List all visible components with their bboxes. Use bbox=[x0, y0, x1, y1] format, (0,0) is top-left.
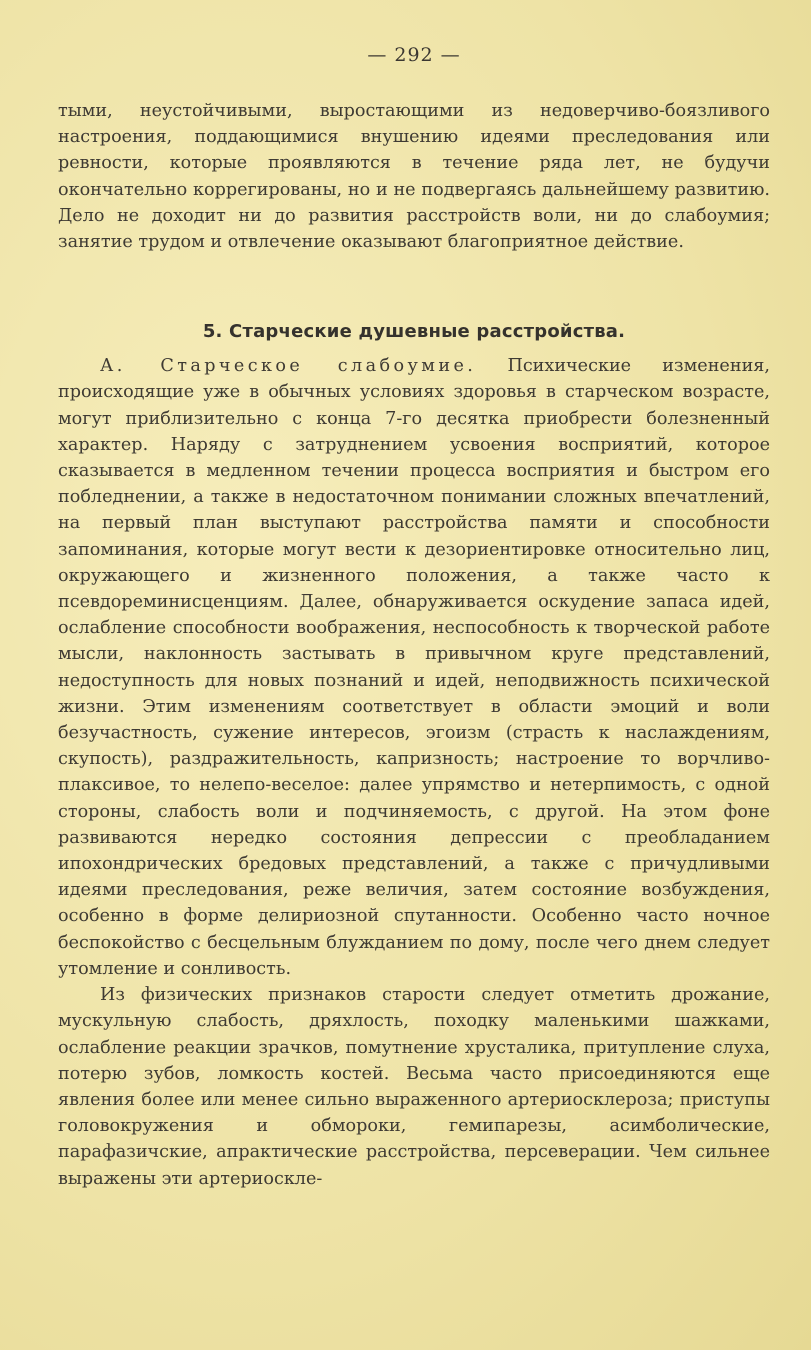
paragraph-continuation: тыми, неустойчивыми, выростающими из недоверчиво-боязливого настроения, поддающимися внушению идеями преследования или ревности, которые проявляются в течение ряда лет, не будучи окончательно коррегированы, но и не подвергаясь дальнейшему развитию. Дело не доходит ни до развития расстройств воли, ни до слабоумия; занятие трудом и отвлечение оказывают благоприятное действие. bbox=[58, 101, 770, 253]
paragraph-physical-signs: Из физических признаков старости следует отметить дрожание, мускульную слабость, дряхлость, походку маленькими шажками, ослабление реакции зрачков, помутнение хрусталика, притупление слуха, потерю зубов, ломкость костей. Весьма часто присоединяются еще явления более или менее сильно выраженного артериосклероза; приступы головокружения и обмороки, гемипарезы, асимболические, парафазичские, апрактические расстройства, персеверации. Чем сильнее выражены эти артериоскле- bbox=[58, 985, 770, 1189]
subsection-lead: А. Старческое слабоумие. bbox=[100, 356, 477, 377]
paragraph-senile-dementia bbox=[58, 353, 770, 982]
document-page bbox=[58, 40, 770, 1192]
paragraph-senile-dementia-text: Психические изменения, происходящие уже в обычных условиях здоровья в старческом возрасте, могут приблизительно с конца 7-го десятка приобрести болезненный характер. Наряду с затруднением усвоения восприятий, которое сказывается в медленном течении процесса восприятия и быстром его побледнении, а также в недостаточном понимании сложных впечатлений, на первый план выступают расстройства памяти и способности запоминания, которые могут вести к дезориентировке относительно лиц, окружающего и жизненного положения, а также часто к псевдореминисценциям. Далее, обнаруживается оскудение запаса идей, ослабление способности воображения, неспособность к творческой работе мысли, наклонность застывать в привычном круге представлений, недоступность для новых познаний и идей, неподвижность психической жизни. Этим изменениям соответствует в области эмоций и воли безучастность, сужение интересов, эгоизм (страсть к наслаждениям, скупость), раздражительность, капризность; настроение то ворчливо-плаксивое, то нелепо-веселое: далее упрямство и нетерпимость, с одной стороны, слабость воли и подчиняемость, с другой. На этом фоне развиваются нередко состояния депрессии с преобладанием ипохондрических бредовых представлений, а также с причудливыми идеями преследования, реже величия, затем состояние возбуждения, особенно в форме делириозной спутанности. Особенно часто ночное беспокойство с бесцельным блужданием по дому, после чего днем следует утомление и сонливость. bbox=[58, 356, 770, 979]
section-heading: 5. Старческие душевные расстройства. bbox=[202, 321, 626, 343]
page-number: — 292 — bbox=[367, 44, 461, 66]
